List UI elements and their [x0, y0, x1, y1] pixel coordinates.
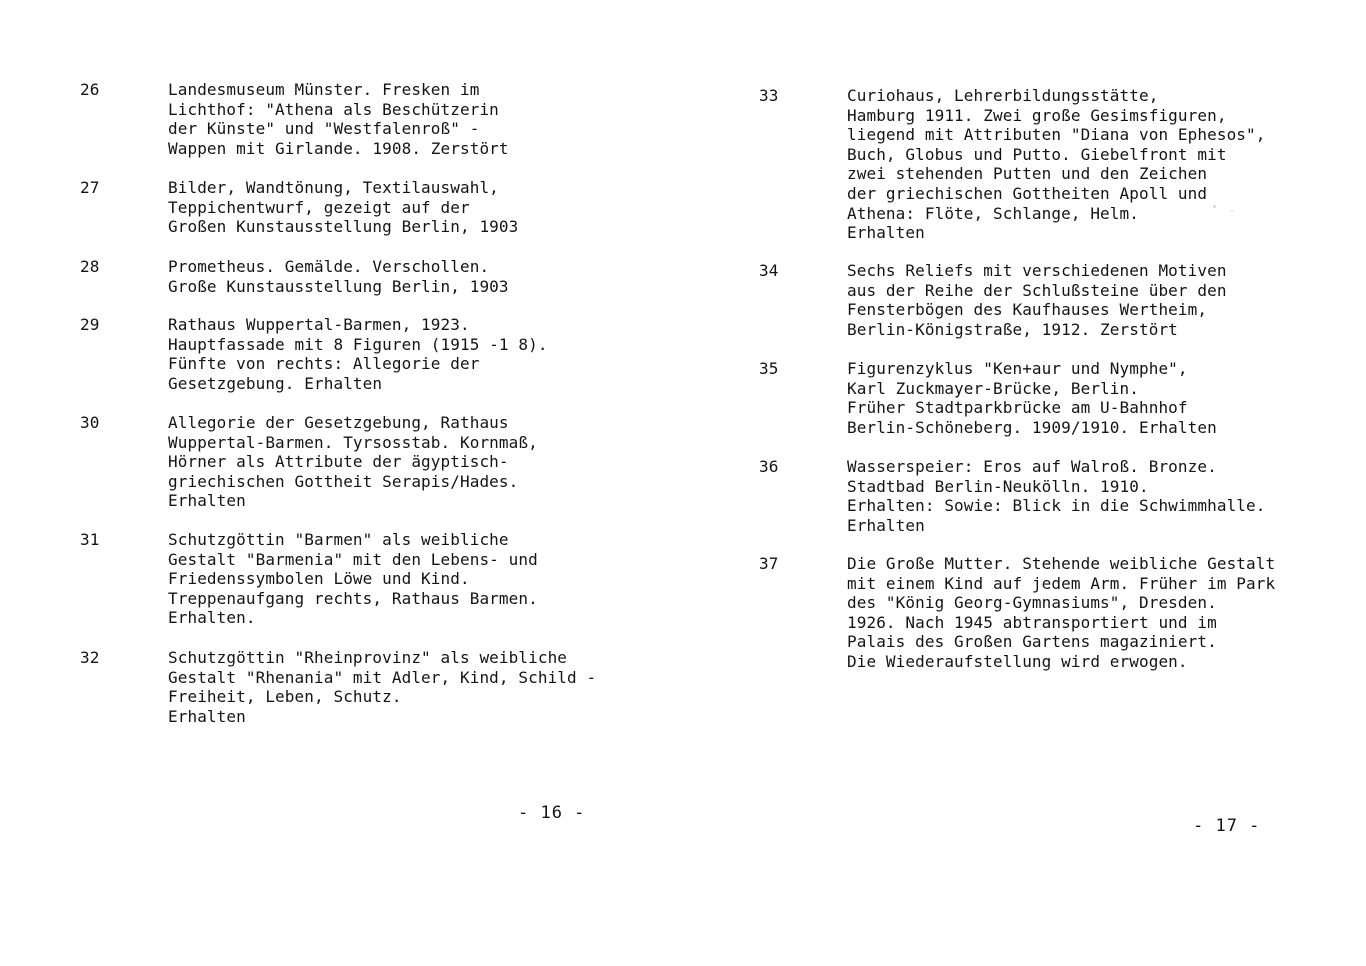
entry-text: [847, 261, 1227, 339]
entry-line: Große Kunstausstellung Berlin, 1903: [168, 276, 509, 296]
entry-line: Schutzgöttin "Rheinprovinz" als weibliche: [168, 648, 568, 667]
entry-text: [847, 86, 1266, 243]
entry-text: [168, 80, 509, 158]
entry-line: der griechischen Gottheiten Apoll und: [847, 183, 1208, 203]
entry-line: Stadtbad Berlin-Neukölln. 1910.: [847, 476, 1149, 496]
page-number: - 16 -: [518, 803, 586, 823]
entry-number: 32: [80, 648, 100, 667]
entry-number: 30: [80, 413, 100, 432]
entry-line: Berlin-Schöneberg. 1909/1910. Erhalten: [847, 417, 1217, 437]
entry-line: Bilder, Wandtönung, Textilauswahl,: [168, 178, 499, 197]
entry-line: Landesmuseum Münster. Fresken im: [168, 80, 480, 99]
entry-line: Rathaus Wuppertal-Barmen, 1923.: [168, 315, 470, 334]
entry-line: Sechs Reliefs mit verschiedenen Motiven: [847, 261, 1227, 280]
entry-text: [847, 554, 1275, 672]
entry-line: Karl Zuckmayer-Brücke, Berlin.: [847, 378, 1139, 398]
entry-line: Buch, Globus und Putto. Giebelfront mit: [847, 144, 1227, 164]
entry-text: [168, 178, 518, 237]
entry-line: Lichthof: "Athena als Beschützerin: [168, 99, 499, 119]
entry-line: Berlin-Königstraße, 1912. Zerstört: [847, 319, 1178, 339]
entry-line: griechischen Gottheit Serapis/Hades.: [168, 471, 519, 491]
entry-line: Erhalten: [168, 706, 246, 726]
entry-text: [847, 457, 1266, 535]
entry-line: Erhalten: [847, 223, 925, 243]
entry-line: Curiohaus, Lehrerbildungsstätte,: [847, 86, 1159, 105]
entry-line: aus der Reihe der Schlußsteine über den: [847, 280, 1227, 300]
entry-line: Fensterbögen des Kaufhauses Wertheim,: [847, 300, 1208, 320]
entry-text: [847, 359, 1217, 437]
entry-text: [168, 315, 548, 393]
entry-line: Großen Kunstausstellung Berlin, 1903: [168, 217, 519, 237]
entry-line: Hauptfassade mit 8 Figuren (1915 -1 8).: [168, 334, 548, 354]
entry-number: 27: [80, 178, 100, 197]
entry-number: 31: [80, 530, 100, 549]
entry-line: Wasserspeier: Eros auf Walroß. Bronze.: [847, 457, 1217, 476]
entry-number: 29: [80, 315, 100, 334]
entry-line: Teppichentwurf, gezeigt auf der: [168, 197, 470, 217]
entry-number: 28: [80, 257, 100, 276]
entry-line: Prometheus. Gemälde. Verschollen.: [168, 257, 490, 276]
entry-line: Friedenssymbolen Löwe und Kind.: [168, 569, 470, 589]
entry-line: Figurenzyklus "Ken+aur und Nymphe",: [847, 359, 1188, 378]
entry-line: zwei stehenden Putten und den Zeichen: [847, 164, 1208, 184]
entry-line: Wuppertal-Barmen. Tyrsosstab. Kornmaß,: [168, 432, 538, 452]
entry-number: 37: [759, 554, 779, 573]
entry-line: Die Große Mutter. Stehende weibliche Gestalt: [847, 554, 1276, 573]
entry-line: Hamburg 1911. Zwei große Gesimsfiguren,: [847, 105, 1227, 125]
entry-line: Gestalt "Barmenia" mit den Lebens- und: [168, 549, 538, 569]
entry-line: Freiheit, Leben, Schutz.: [168, 687, 402, 707]
entry-text: [168, 530, 538, 628]
entry-line: Gesetzgebung. Erhalten: [168, 373, 383, 393]
entry-text: [168, 648, 596, 726]
entry-line: Allegorie der Gesetzgebung, Rathaus: [168, 413, 509, 432]
entry-text: [168, 257, 509, 296]
entry-text: [168, 413, 538, 511]
entry-line: Erhalten: Sowie: Blick in die Schwimmhalle.: [847, 496, 1266, 516]
page-number: - 17 -: [1193, 816, 1261, 836]
entry-line: Wappen mit Girlande. 1908. Zerstört: [168, 138, 509, 158]
entry-number: 35: [759, 359, 779, 378]
entry-line: Erhalten: [168, 491, 246, 511]
entry-line: Treppenaufgang rechts, Rathaus Barmen.: [168, 588, 538, 608]
entry-number: 36: [759, 457, 779, 476]
entry-line: des "König Georg-Gymnasiums", Dresden.: [847, 593, 1217, 613]
entry-line: Die Wiederaufstellung wird erwogen.: [847, 651, 1188, 671]
scan-speck: [1213, 205, 1216, 208]
entry-number: 33: [759, 86, 779, 105]
entry-number: 34: [759, 261, 779, 280]
entry-line: Erhalten: [847, 515, 925, 535]
entry-line: der Künste" und "Westfalenroß" -: [168, 119, 480, 139]
entry-line: Palais des Großen Gartens magaziniert.: [847, 632, 1217, 652]
entry-line: Gestalt "Rhenania" mit Adler, Kind, Schild -: [168, 667, 597, 687]
entry-line: Hörner als Attribute der ägyptisch-: [168, 452, 509, 472]
entry-line: Athena: Flöte, Schlange, Helm.: [847, 203, 1139, 223]
entry-line: Früher Stadtparkbrücke am U-Bahnhof: [847, 398, 1188, 418]
scan-speck: [1231, 210, 1233, 212]
entry-line: Schutzgöttin "Barmen" als weibliche: [168, 530, 509, 549]
entry-line: 1926. Nach 1945 abtransportiert und im: [847, 612, 1217, 632]
entry-number: 26: [80, 80, 100, 99]
right-page: [683, 0, 1366, 966]
entry-line: mit einem Kind auf jedem Arm. Früher im Park: [847, 573, 1276, 593]
entry-line: Erhalten.: [168, 608, 256, 628]
entry-line: Fünfte von rechts: Allegorie der: [168, 354, 480, 374]
entry-line: liegend mit Attributen "Diana von Ephesos",: [847, 125, 1266, 145]
